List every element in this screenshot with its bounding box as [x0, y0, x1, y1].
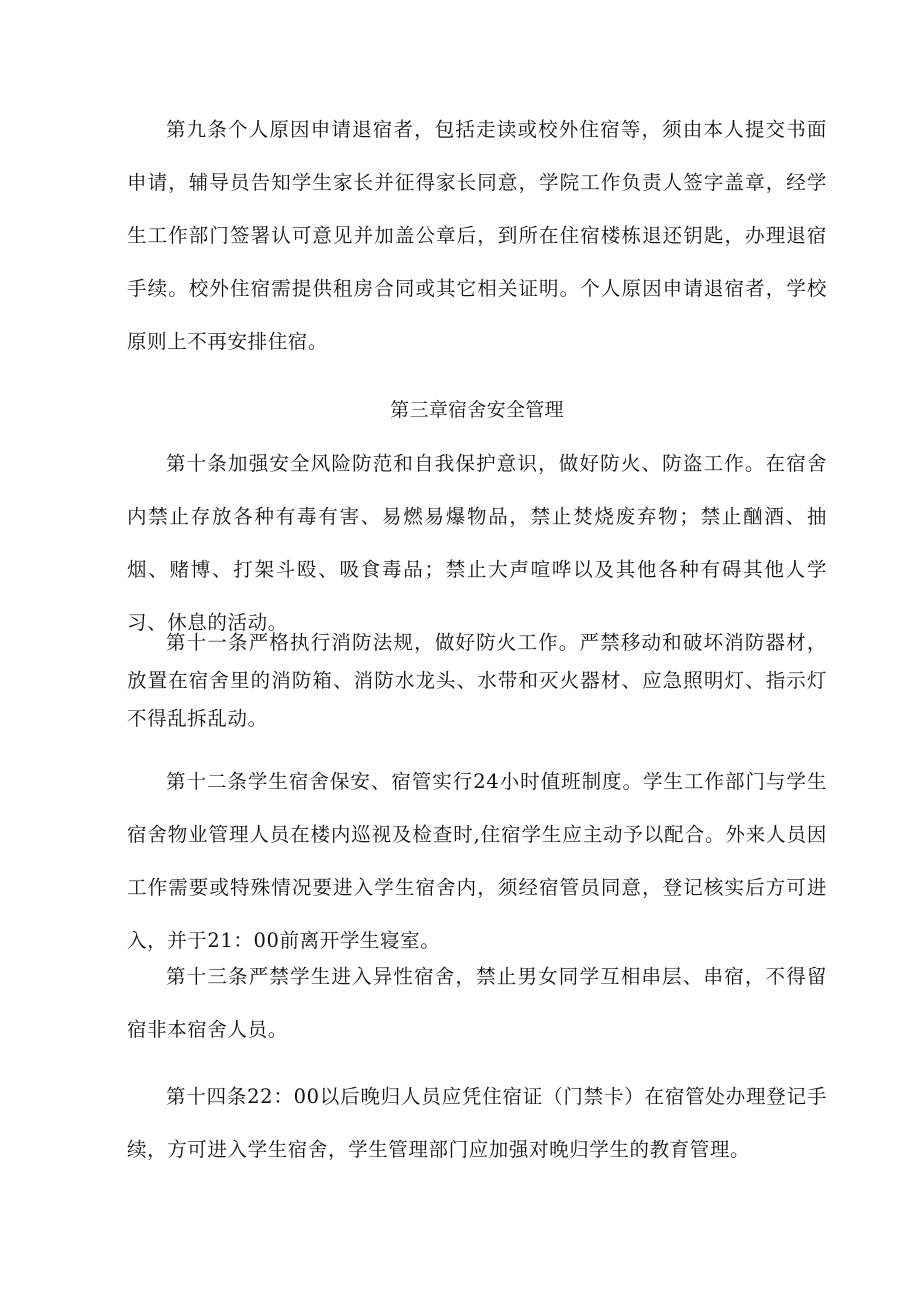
article-9-paragraph: 第九条个人原因申请退宿者，包括走读或校外住宿等，须由本人提交书面申请，辅导员告知学生家长并征得家长同意，学院工作负责人签字盖章，经学生工作部门签署认可意见并加盖公章后，到所在住宿楼栋退还钥匙，办理退宿手续。校外住宿需提供租房合同或其它相关证明。个人原因申请退宿者，学校原则上不再安排住宿。	[127, 118, 827, 353]
article-14-paragraph: 第十四条22：00以后晚归人员应凭住宿证（门禁卡）在宿管处办理登记手续，方可进入学生宿舍，学生管理部门应加强对晚归学生的教育管理。	[127, 1085, 827, 1161]
article-12-paragraph: 第十二条学生宿舍保安、宿管实行24小时值班制度。学生工作部门与学生宿舍物业管理人员在楼内巡视及检查时,住宿学生应主动予以配合。外来人员因工作需要或特殊情况要进入学生宿舍内，须经宿管员同意，登记核实后方可进入，并于21：00前离开学生寝室。	[127, 770, 827, 952]
chapter-3-heading: 第三章宿舍安全管理	[390, 399, 564, 421]
article-13-paragraph: 第十三条严禁学生进入异性宿舍，禁止男女同学互相串层、串宿，不得留宿非本宿舍人员。	[127, 965, 827, 1041]
article-11-paragraph: 第十一条严格执行消防法规，做好防火工作。严禁移动和破坏消防器材，放置在宿舍里的消防箱、消防水龙头、水带和灭火器材、应急照明灯、指示灯不得乱拆乱动。	[127, 631, 827, 730]
article-10-paragraph: 第十条加强安全风险防范和自我保护意识，做好防火、防盗工作。在宿舍内禁止存放各种有毒有害、易燃易爆物品，禁止焚烧废弃物；禁止酗酒、抽烟、赌博、打架斗殴、吸食毒品；禁止大声喧哗以及其他各种有碍其他人学习、休息的活动。	[127, 452, 827, 634]
